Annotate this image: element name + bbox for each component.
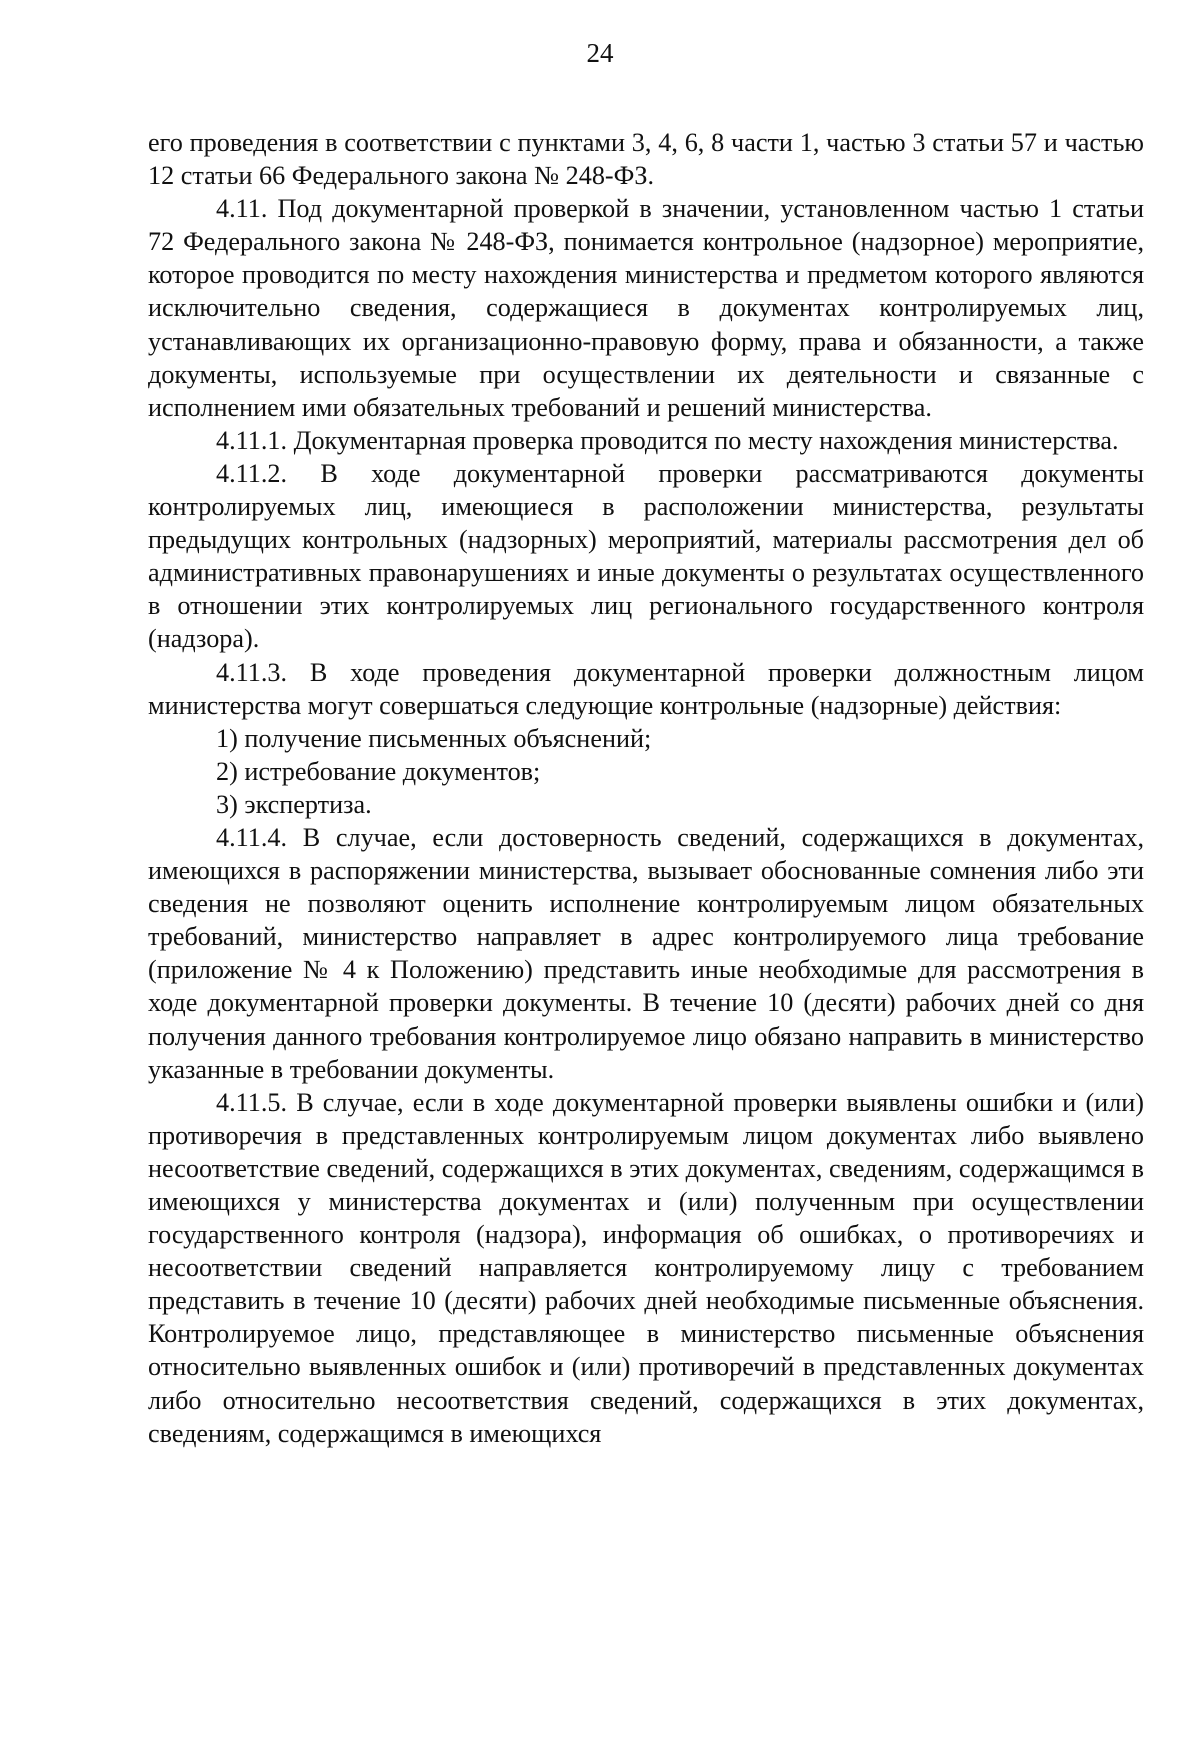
list-item-3: 3) экспертиза. <box>216 789 372 819</box>
paragraph-4-11-3: 4.11.3. В ходе проведения документарной проверки должностным лицом министерства могут совершаться следующие контрольные (надзорные) действия: <box>148 657 1144 720</box>
document-body <box>148 126 1144 1450</box>
list-item-1: 1) получение письменных объяснений; <box>216 723 652 753</box>
paragraph-4-11: 4.11. Под документарной проверкой в значении, установленном частью 1 статьи 72 Федерального закона № 248-ФЗ, понимается контрольное (надзорное) мероприятие, которое проводится по месту нахождения министерства и предметом которого являются исключительно сведения, содержащиеся в документах контролируемых лиц, устанавливающих их организационно-правовую форму, права и обязанности, а также документы, используемые при осуществлении их деятельности и связанные с исполнением ими обязательных требований и решений министерства. <box>148 194 1144 422</box>
paragraph-4-11-2: 4.11.2. В ходе документарной проверки рассматриваются документы контролируемых лиц, имеющиеся в расположении министерства, результаты предыдущих контрольных (надзорных) мероприятий, материалы рассмотрения дел об административных правонарушениях и иные документы о результатах осуществленного в отношении этих контролируемых лиц регионального государственного контроля (надзора). <box>148 458 1144 654</box>
list-item-2: 2) истребование документов; <box>216 756 541 786</box>
paragraph-4-11-1: 4.11.1. Документарная проверка проводится по месту нахождения министерства. <box>216 425 1119 455</box>
paragraph-continuation: его проведения в соответствии с пунктами 3, 4, 6, 8 части 1, частью 3 статьи 57 и частью 12 статьи 66 Федерального закона № 248-ФЗ. <box>148 128 1144 191</box>
paragraph-4-11-5: 4.11.5. В случае, если в ходе документарной проверки выявлены ошибки и (или) противоречия в представленных контролируемым лицом документах либо выявлено несоответствие сведений, содержащихся в этих документах, сведениям, содержащимся в имеющихся у министерства документах и (или) полученным при осуществлении государственного контроля (надзора), информация об ошибках, о противоречиях и несоответствии сведений направляется контролируемому лицу с требованием представить в течение 10 (десяти) рабочих дней необходимые письменные объяснения. Контролируемое лицо, представляющее в министерство письменные объяснения относительно выявленных ошибок и (или) противоречий в представленных документах либо относительно несоответствия сведений, содержащихся в этих документах, сведениям, содержащимся в имеющихся <box>148 1087 1144 1448</box>
paragraph-4-11-4: 4.11.4. В случае, если достоверность сведений, содержащихся в документах, имеющихся в распоряжении министерства, вызывает обоснованные сомнения либо эти сведения не позволяют оценить исполнение контролируемым лицом обязательных требований, министерство направляет в адрес контролируемого лица требование (приложение № 4 к Положению) представить иные необходимые для рассмотрения в ходе документарной проверки документы. В течение 10 (десяти) рабочих дней со дня получения данного требования контролируемое лицо обязано направить в министерство указанные в требовании документы. <box>148 822 1144 1084</box>
page-number: 24 <box>586 38 614 68</box>
